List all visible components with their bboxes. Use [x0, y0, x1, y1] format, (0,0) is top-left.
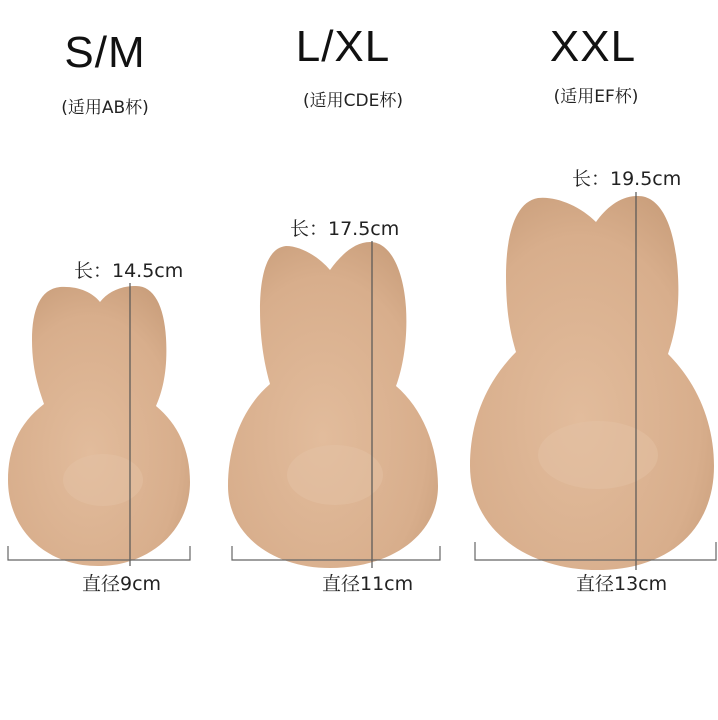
pad-small — [8, 286, 190, 566]
length-label-medium: 长：17.5cm — [290, 218, 400, 240]
diameter-label-large: 直径13cm — [576, 573, 668, 595]
size-title-small: S/M — [64, 28, 146, 77]
size-title-medium: L/XL — [295, 22, 391, 71]
pad-medium-center — [287, 445, 383, 505]
pad-large-center — [538, 421, 658, 489]
pad-small-center — [63, 454, 143, 506]
cup-note-small: (适用AB杯) — [61, 98, 149, 118]
size-title-large: XXL — [549, 22, 637, 71]
pad-large — [470, 196, 714, 570]
length-label-large: 长：19.5cm — [572, 168, 682, 190]
pad-medium — [228, 242, 438, 568]
diameter-label-small: 直径9cm — [82, 573, 162, 595]
diameter-label-medium: 直径11cm — [322, 573, 414, 595]
cup-note-large: (适用EF杯) — [553, 87, 639, 107]
cup-note-medium: (适用CDE杯) — [303, 91, 403, 111]
length-label-small: 长：14.5cm — [74, 260, 184, 282]
